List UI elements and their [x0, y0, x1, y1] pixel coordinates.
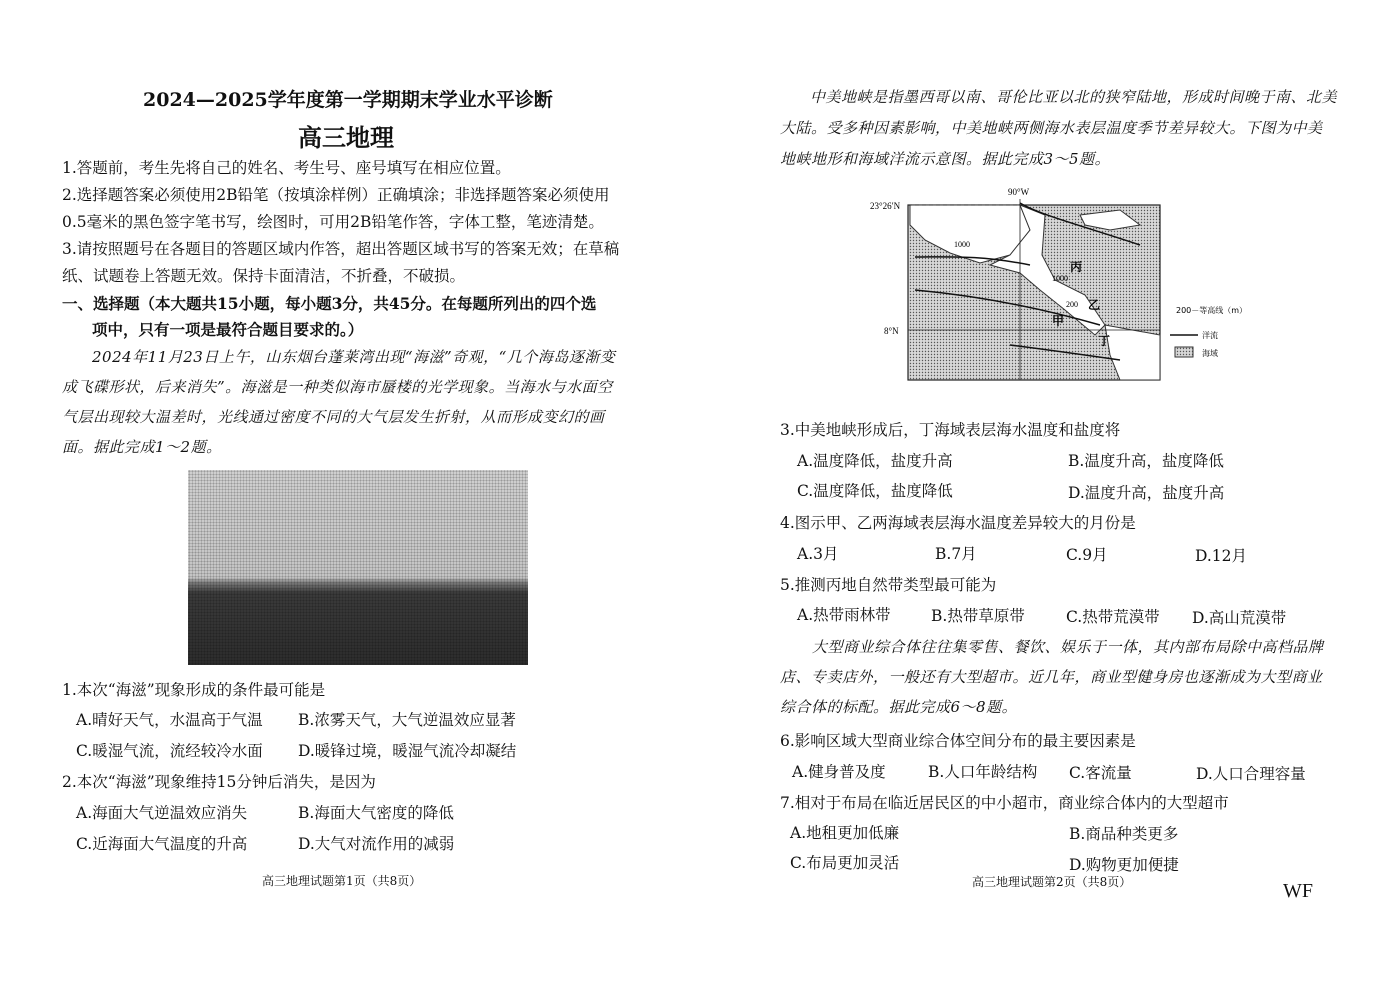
note-1: 1.答题前，考生先将自己的姓名、考生号、座号填写在相应位置。 — [62, 159, 511, 177]
q7-option-d: D.购物更加便捷 — [1069, 856, 1179, 874]
q5-option-a: A.热带雨林带 — [797, 606, 891, 624]
q4-option-c: C.9月 — [1066, 546, 1108, 564]
isthmus-map — [870, 185, 1250, 385]
section-heading-2: 项中，只有一项是最符合题目要求的。） — [92, 320, 364, 339]
page-2-footer: 高三地理试题第2页（共8页） — [972, 875, 1132, 889]
passage-1-line-1: 2024年11月23日上午，山东烟台蓬莱湾出现“海滋”奇观，“几个海岛逐渐变 — [92, 348, 616, 366]
q2-option-c: C.近海面大气温度的升高 — [76, 835, 248, 853]
passage-3-line-2: 店、专卖店外，一般还有大型超市。近几年，商业型健身房也逐渐成为大型商业 — [780, 668, 1323, 686]
page-1-footer: 高三地理试题第1页（共8页） — [262, 874, 422, 888]
note-2b: 0.5毫米的黑色签字笔书写，绘图时，可用2B铅笔作答，字体工整，笔迹清楚。 — [62, 213, 604, 231]
exam-title: 2024—2025学年度第一学期期末学业水平诊断 — [143, 89, 553, 111]
lon-label: 90°W — [1008, 187, 1030, 197]
q7-option-a: A.地租更加低廉 — [790, 824, 900, 842]
question-5: 5.推测丙地自然带类型最可能为 — [780, 576, 997, 594]
q1-option-d: D.暖锋过境，暖湿气流冷却凝结 — [298, 742, 517, 760]
place-jia: 甲 — [1052, 314, 1065, 328]
sea-photo — [188, 470, 528, 665]
legend-contour: 200－等高线（m） — [1176, 306, 1248, 315]
q6-option-b: B.人口年龄结构 — [928, 763, 1038, 781]
passage-1-line-3: 气层出现较大温差时，光线通过密度不同的大气层发生折射，从而形成变幻的画 — [62, 408, 605, 426]
question-4: 4.图示甲、乙两海域表层海水温度差异较大的月份是 — [780, 514, 1136, 532]
q5-option-b: B.热带草原带 — [931, 607, 1025, 625]
place-bing: 丙 — [1070, 260, 1083, 274]
contour-1000-label: 1000 — [954, 240, 970, 249]
contour-200-label: 200 — [1066, 300, 1078, 309]
q5-option-d: D.高山荒漠带 — [1192, 609, 1287, 627]
corner-mark: WF — [1283, 880, 1313, 902]
question-6: 6.影响区域大型商业综合体空间分布的最主要因素是 — [780, 732, 1136, 750]
note-2: 2.选择题答案必须使用2B铅笔（按填涂样例）正确填涂；非选择题答案必须使用 — [62, 186, 610, 204]
legend-sea-swatch — [1175, 347, 1193, 357]
exam-subject: 高三地理 — [298, 123, 394, 152]
passage-2-line-2: 大陆。受多种因素影响，中美地峡两侧海水表层温度季节差异较大。下图为中美 — [780, 119, 1323, 137]
question-1: 1.本次“海滋”现象形成的条件最可能是 — [62, 681, 326, 699]
q2-option-a: A.海面大气逆温效应消失 — [76, 804, 248, 822]
q3-option-b: B.温度升高，盐度降低 — [1068, 452, 1224, 470]
q2-option-d: D.大气对流作用的减弱 — [298, 835, 455, 853]
contour-1000-label-2: 1000 — [1052, 274, 1068, 283]
q7-option-b: B.商品种类更多 — [1069, 825, 1179, 843]
note-3: 3.请按照题号在各题目的答题区域内作答，超出答题区域书写的答案无效；在草稿 — [62, 240, 620, 258]
passage-3-line-1: 大型商业综合体往往集零售、餐饮、娱乐于一体，其内部布局除中高档品牌 — [812, 638, 1324, 656]
q4-option-d: D.12月 — [1195, 547, 1248, 565]
question-3: 3.中美地峡形成后，丁海域表层海水温度和盐度将 — [780, 421, 1121, 439]
lat-bottom-label: 8°N — [884, 326, 899, 336]
question-7: 7.相对于布局在临近居民区的中小超市，商业综合体内的大型超市 — [780, 794, 1229, 812]
question-2: 2.本次“海滋”现象维持15分钟后消失，是因为 — [62, 773, 376, 791]
q6-option-d: D.人口合理容量 — [1196, 765, 1306, 783]
passage-1-line-4: 面。据此完成1～2题。 — [62, 438, 222, 456]
passage-2-line-3: 地峡地形和海域洋流示意图。据此完成3～5题。 — [780, 150, 1111, 168]
q3-option-a: A.温度降低，盐度升高 — [797, 452, 953, 470]
q3-option-c: C.温度降低，盐度降低 — [797, 482, 953, 500]
place-ding: 丁 — [1098, 334, 1111, 348]
passage-1-line-2: 成飞碟形状，后来消失”。海滋是一种类似海市蜃楼的光学现象。当海水与水面空 — [62, 378, 613, 396]
passage-3-line-3: 综合体的标配。据此完成6～8题。 — [780, 698, 1018, 716]
q6-option-a: A.健身普及度 — [792, 763, 886, 781]
q3-option-d: D.温度升高，盐度升高 — [1068, 484, 1225, 502]
legend-current: 洋流 — [1202, 331, 1218, 340]
q1-option-a: A.晴好天气，水温高于气温 — [76, 711, 263, 729]
q1-option-c: C.暖湿气流，流经较冷水面 — [76, 742, 263, 760]
legend-sea: 海域 — [1202, 349, 1218, 358]
passage-2-line-1: 中美地峡是指墨西哥以南、哥伦比亚以北的狭窄陆地，形成时间晚于南、北美 — [810, 88, 1338, 106]
q7-option-c: C.布局更加灵活 — [790, 854, 900, 872]
q5-option-c: C.热带荒漠带 — [1066, 608, 1160, 626]
q4-option-a: A.3月 — [797, 545, 839, 563]
lat-top-label: 23°26′N — [870, 201, 901, 211]
q1-option-b: B.浓雾天气，大气逆温效应显著 — [298, 711, 516, 729]
section-heading: 一、选择题（本大题共15小题，每小题3分，共45分。在每题所列出的四个选 — [62, 294, 597, 313]
note-3b: 纸、试题卷上答题无效。保持卡面清洁，不折叠，不破损。 — [62, 267, 466, 285]
place-yi: 乙 — [1088, 298, 1101, 312]
q2-option-b: B.海面大气密度的降低 — [298, 804, 454, 822]
q6-option-c: C.客流量 — [1069, 764, 1132, 782]
q4-option-b: B.7月 — [935, 545, 977, 563]
